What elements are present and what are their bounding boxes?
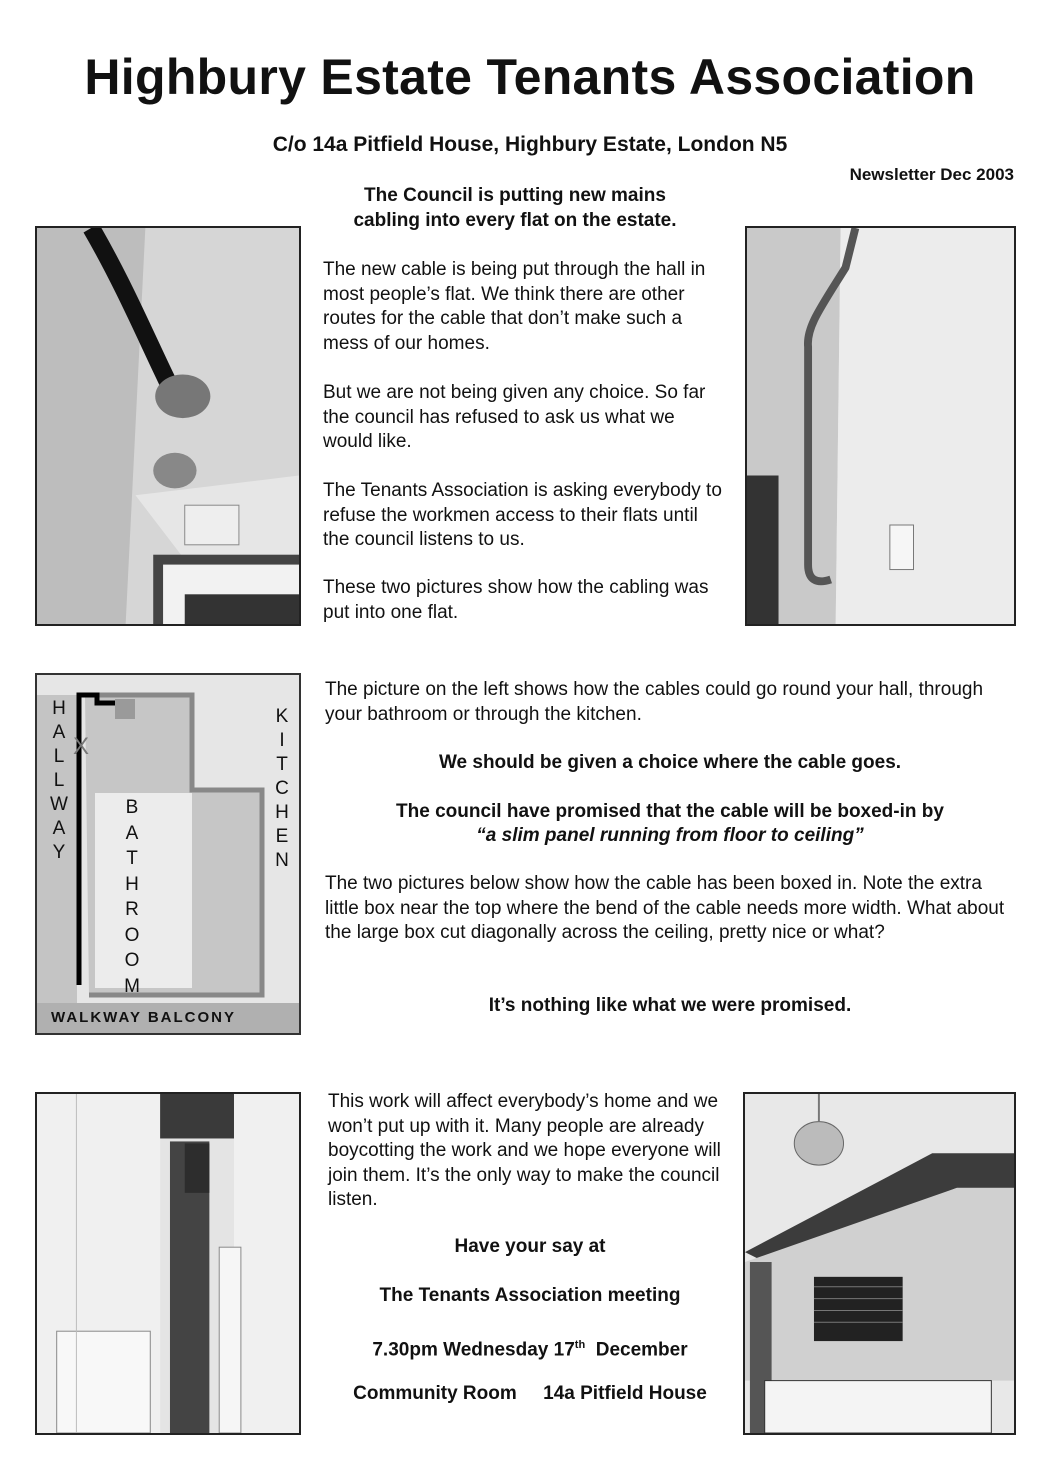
walkway-balcony-label: WALKWAY BALCONY [37, 1003, 299, 1033]
photo-boxed-cable-ceiling [743, 1092, 1016, 1435]
promise-quote: “a slim panel running from floor to ceiling” [476, 825, 864, 846]
nothing-like-promised: It’s nothing like what we were promised. [488, 995, 852, 1016]
paragraph-no-choice: But we are not being given any choice. So far the council has refused to ask us what we would like. [323, 382, 706, 452]
promise-statement: The council have promised that the cable will be boxed-in by [396, 801, 944, 822]
choice-statement: We should be given a choice where the cable goes. [438, 752, 902, 773]
meeting-venue: Community Room 14a Pitfield House [353, 1383, 707, 1404]
have-your-say: Have your say at [454, 1236, 606, 1257]
address: C/o 14a Pitfield House, Highbury Estate, London N5 [272, 133, 788, 156]
paragraph-affect-everybody: This work will affect everybody’s home and we won’t put up with it. Many people are already boycotting the work and we hope everyone will join them. It’s the only way to make the council listen. [328, 1091, 721, 1210]
floor-plan-diagram [35, 673, 301, 1035]
paragraph-refuse-access: The Tenants Association is asking everybody to refuse the workmen access to their flats until the council listens to us. [323, 480, 722, 550]
page-title: Highbury Estate Tenants Association [84, 49, 976, 105]
newsletter-date: Newsletter Dec 2003 [849, 165, 1014, 184]
paragraph-two-pictures: These two pictures show how the cabling was put into one flat. [323, 577, 709, 623]
photo-cable-ceiling-hole [35, 226, 301, 626]
x-mark: X [72, 733, 89, 760]
hallway-label: H A L L W A Y [50, 698, 68, 863]
bathroom-label: B A T H R O O M [124, 797, 140, 997]
paragraph-boxed-in: The two pictures below show how the cable has been boxed in. Note the extra little box near the top where the bend of the cable needs more width. What about the large box cut diagonally across the ceiling, pretty nice or what? [325, 873, 1005, 943]
photo-cable-wall-corner [745, 226, 1016, 626]
paragraph-new-cable: The new cable is being put through the hall in most people’s flat. We think there are other routes for the cable that don’t make such a mess of our homes. [323, 259, 706, 354]
meeting-title: The Tenants Association meeting [379, 1285, 681, 1306]
headline-mains-cabling: The Council is putting new mains cabling into every flat on the estate. [353, 185, 677, 231]
paragraph-cable-routes: The picture on the left shows how the cables could go round your hall, through your bathroom or through the kitchen. [325, 679, 984, 725]
meeting-time: 7.30pm Wednesday 17th December [372, 1339, 688, 1361]
kitchen-label: K I T C H E N [275, 706, 289, 871]
photo-boxed-cable-corner [35, 1092, 301, 1435]
